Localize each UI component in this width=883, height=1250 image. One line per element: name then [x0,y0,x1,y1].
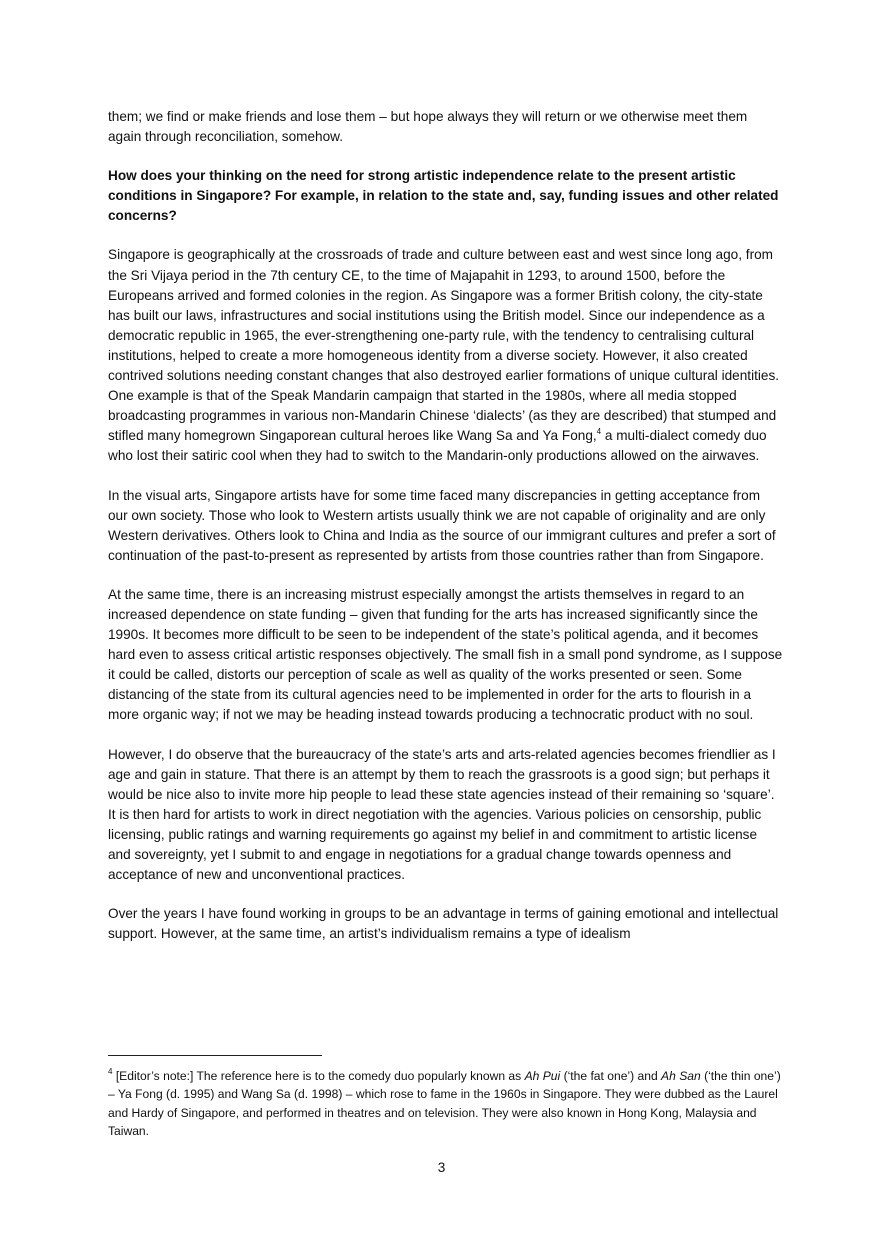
body-paragraph-5: Over the years I have found working in groups to be an advantage in terms of gaining emotional and intellectual support. However, at the same time, an artist’s individualism remains a type of idealism [108,906,779,942]
interview-question: How does your thinking on the need for strong artistic independence relate to the present artistic conditions in Singapore? For example, in relation to the state and, say, funding issues and other related concerns? [108,168,779,224]
footnote-reference[interactable]: 4 [596,427,602,437]
footnote-text: (‘the fat one’) and [560,1069,662,1083]
continuation-paragraph: them; we find or make friends and lose them – but hope always they will return or we otherwise meet them again through reconciliation, somehow. [108,109,748,145]
paragraph-1-text-b: a multi-dialect comedy duo who lost their satiric cool when they had to switch to the Mandarin-only productions allowed on the airwaves. [108,428,767,464]
footnote-italic-ah-pui: Ah Pui [524,1069,561,1083]
footnote-italic-ah-san: Ah San [661,1069,701,1083]
footnote-text: [Editor’s note:] The reference here is to the comedy duo popularly known as [112,1069,525,1083]
footnote-divider [108,1055,322,1056]
body-paragraph-4: However, I do observe that the bureaucracy of the state’s arts and arts-related agencies becomes friendlier as I age and gain in stature. That there is an attempt by them to reach the grassroots is a good sign; but perhaps it would be nice also to invite more hip people to lead these state agencies instead of their remaining so ‘square’. It is then hard for artists to work in direct negotiation with the agencies. Various policies on censorship, public licensing, public ratings and warning requirements go against my belief in and commitment to artistic license and sovereignty, yet I submit to and engage in negotiations for a gradual change towards openness and acceptance of new and unconventional practices. [108,746,776,883]
footnote [108,1067,783,1140]
page-number: 3 [437,1160,446,1175]
body-paragraph-3: At the same time, there is an increasing mistrust especially amongst the artists themselves in regard to an increased dependence on state funding – given that funding for the arts has increased significantly since the 1990s. It becomes more difficult to be seen to be independent of the state’s political agenda, and it becomes hard even to assess critical artistic responses objectively. The small fish in a small pond syndrome, as I suppose it could be called, distorts our perception of scale as well as quality of the works presented or seen. Some distancing of the state from its cultural agencies need to be implemented in order for the arts to flourish in a more organic way; if not we may be heading instead towards producing a technocratic product with no soul. [108,586,783,723]
paragraph-1-text-a: Singapore is geographically at the crossroads of trade and culture between east and west since long ago, from the Sri Vijaya period in the 7th century CE, to the time of Majapahit in 1293, to around 1500, before the Europeans arrived and formed colonies in the region. As Singapore was a former British colony, the city-state has built our laws, infrastructures and social institutions using the British model. Since our independence as a democratic republic in 1965, the ever-strengthening one-party rule, with the tendency to centralising cultural institutions, helped to create a more homogeneous identity from a diverse society. However, it also created contrived solutions needing constant changes that also destroyed earlier formations of unique cultural identities. One example is that of the Speak Mandarin campaign that started in the 1980s, where all media stopped broadcasting programmes in various non-Mandarin Chinese ‘dialects’ (as they are described) that stumped and stifled many homegrown Singaporean cultural heroes like Wang Sa and Ya Fong, [108,247,780,444]
body-paragraph-2: In the visual arts, Singapore artists have for some time faced many discrepancies in getting acceptance from our own society. Those who look to Western artists usually think we are not capable of originality and are only Western derivatives. Others look to China and India as the source of our immigrant cultures and prefer a sort of continuation of the past-to-present as represented by artists from those countries rather than from Singapore. [108,487,776,563]
body-paragraph-1 [108,245,783,466]
footnote-number: 4 [108,1067,113,1076]
footnote-text: (‘the thin one’) – Ya Fong (d. 1995) and Wang Sa (d. 1998) – which rose to fame in the 1960s in Singapore. They were dubbed as the Laurel and Hardy of Singapore, and performed in theatres and on television. They were also known in Hong Kong, Malaysia and Taiwan. [108,1069,781,1138]
